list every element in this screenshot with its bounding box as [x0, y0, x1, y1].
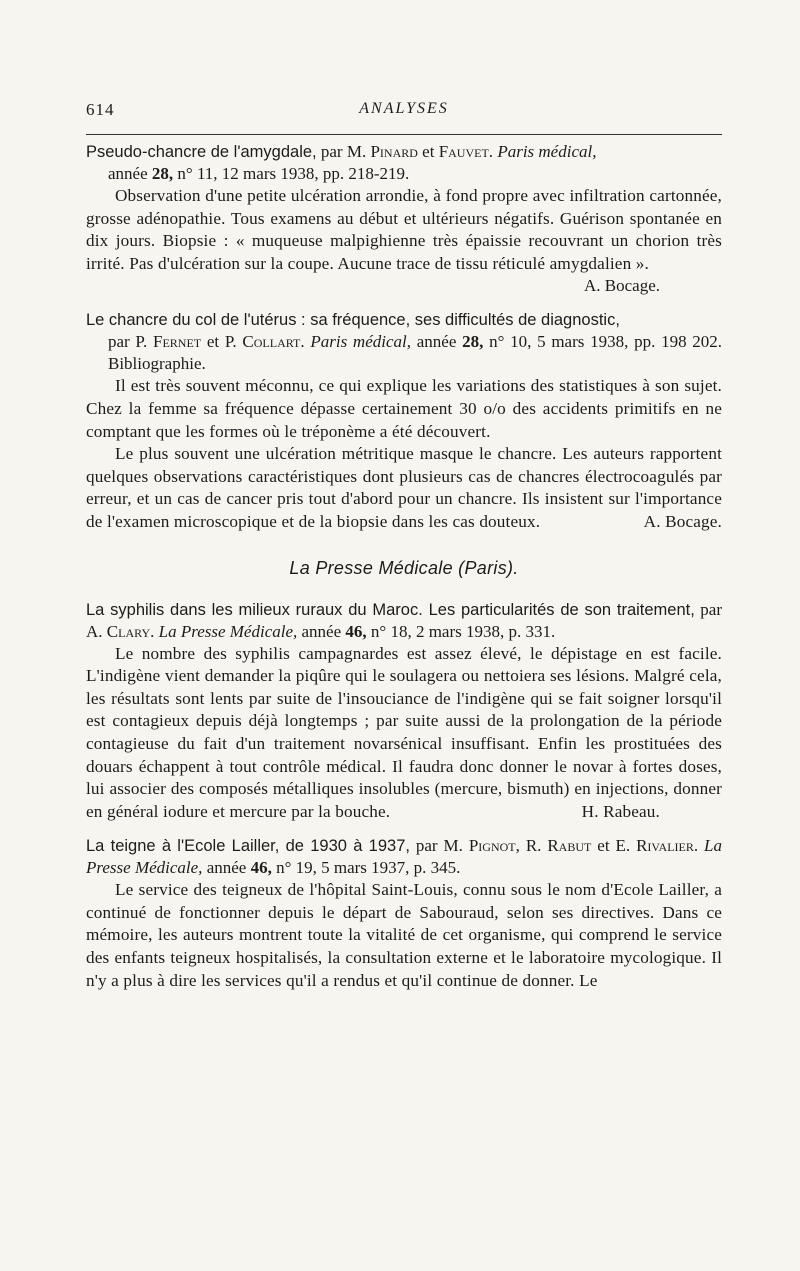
- author-name: Rivalier.: [636, 836, 699, 856]
- entry-heading: Pseudo-chancre de l'amygdale, par M. Pinard et Fauvet. Paris médical, année 28, n° 11, 12 mars 1938, pp. 218-219.: [86, 142, 597, 183]
- journal-name: La Presse Médicale,: [86, 836, 723, 878]
- author-name: Collart.: [242, 332, 305, 352]
- author-name: Fauvet.: [438, 142, 494, 161]
- author-name: Pignot,: [468, 836, 520, 856]
- journal-name: Paris médical,: [310, 332, 411, 352]
- author-name: Clary.: [106, 621, 155, 641]
- running-title: ANALYSES: [359, 100, 449, 117]
- reviewer-signature: A. Bocage.: [583, 276, 660, 296]
- author-name: Fernet: [153, 332, 202, 352]
- abstract-paragraph: Le service des teigneux de l'hôpital Saint-Louis, connu sous le nom d'Ecole Lailler, a continué de fonctionner depuis le départ de Sabouraud, selon ses directives. Dans ce mémoire, les auteurs montrent toute la vitalité de cet organisme, qui comprend le service des enfants teigneux hospitalisés, la consultation externe et le laboratoire mycologique. Il n'y a plus à dire les services qu'il a rendus et qu'il continue de donner. Le: [86, 880, 722, 990]
- header-rule: [86, 134, 722, 135]
- author-name: Pinard: [370, 142, 418, 161]
- entry-heading: Le chancre du col de l'utérus : sa fréquence, ses difficultés de diagnostic, par P. Fernet et P. Collart. Paris médical, année 28, n° 10, 5 mars 1938, pp. 198 202. Bibliographie.: [86, 311, 723, 374]
- abstract-paragraph: Le plus souvent une ulcération métritique masque le chancre. Les auteurs rapportent quelques observations caractéristiques dont plusieurs cas de chancres électrocoagulés par erreur, et un cas de cancer pris tout d'abord pour un chancre. Ils insistent sur l'importance de l'examen microscopique et de la biopsie dans les cas douteux. A. Bocage.: [86, 443, 722, 533]
- page-header: [86, 100, 722, 134]
- abstract-entry: [86, 309, 722, 533]
- entry-title: Pseudo-chancre de l'amygdale,: [86, 143, 317, 161]
- entry-title: La teigne à l'Ecole Lailler, de 1930 à 1937,: [86, 837, 410, 856]
- citation-details: n° 10, 5 mars 1938, pp. 198 202. Bibliographie.: [108, 332, 723, 374]
- page: [86, 100, 722, 992]
- abstract-entry: [86, 835, 722, 992]
- citation-details: n° 11, 12 mars 1938, pp. 218-219.: [177, 164, 410, 183]
- abstract-paragraph: Il est très souvent méconnu, ce qui explique les variations des statistiques à son sujet. Chez la femme sa fréquence dépasse certainement 30 o/o des accidents primitifs en ne comptant que les formes où le tréponème a été découvert.: [86, 376, 722, 441]
- page-number: 614: [86, 100, 115, 119]
- abstract-paragraph: Observation d'une petite ulcération arrondie, à fond propre avec infiltration cartonnée, grosse adénopathie. Tous examens au début et ultérieurs négatifs. Guérison spontanée en dix jours. Biopsie : « muqueuse malpighienne très épaissie recouvrant un chorion très irrité. Pas d'ulcération sur la coupe. Aucune trace de tissu réticulé amygdalien ».: [86, 186, 722, 273]
- entry-heading: La syphilis dans les milieux ruraux du Maroc. Les particularités de son traitement, par A. Clary. La Presse Médicale, année 46, n° 18, 2 mars 1938, p. 331.: [86, 599, 722, 641]
- journal-name: La Presse Médicale,: [158, 621, 298, 641]
- citation-details: n° 18, 2 mars 1938, p. 331.: [370, 621, 556, 641]
- author-name: Rabut: [547, 836, 592, 856]
- reviewer-signature: H. Rabeau.: [581, 801, 660, 821]
- abstract-paragraph: Le nombre des syphilis campagnardes est assez élevé, le dépistage en est facile. L'indigène vient demander la piqûre qui le soulagera ou nettoiera ses lésions. Malgré cela, les résultats sont lents par suite de l'insouciance de l'indigène qui se fait soigner lorsqu'il est contagieux depuis déjà longtemps ; par suite aussi de la prolongation de la période contagieuse du fait d'un traitement novarsénical insuffisant. Enfin les prostituées des douars échappent à tout contrôle médical. Il faudra donc donner le novar à fortes doses, lui associer des composés métalliques insolubles (mercure, bismuth) en injections, donner en général iodure et mercure par la bouche. H. Rabeau.: [86, 643, 722, 824]
- abstract-entry: [86, 599, 722, 824]
- journal-name: Paris médical,: [497, 142, 597, 161]
- abstract-entry: [86, 141, 722, 297]
- entry-title: La syphilis dans les milieux ruraux du Maroc. Les particularités de son traitement,: [86, 600, 695, 619]
- entry-title: Le chancre du col de l'utérus : sa fréquence, ses difficultés de diagnostic,: [86, 311, 620, 330]
- entry-heading: La teigne à l'Ecole Lailler, de 1930 à 1937, par M. Pignot, R. Rabut et E. Rivalier. La Presse Médicale, année 46, n° 19, 5 mars 1937, p. 345.: [86, 836, 723, 878]
- section-title: La Presse Médicale (Paris).: [289, 557, 519, 578]
- citation-details: n° 19, 5 mars 1937, p. 345.: [276, 858, 461, 878]
- reviewer-signature: A. Bocage.: [643, 511, 722, 531]
